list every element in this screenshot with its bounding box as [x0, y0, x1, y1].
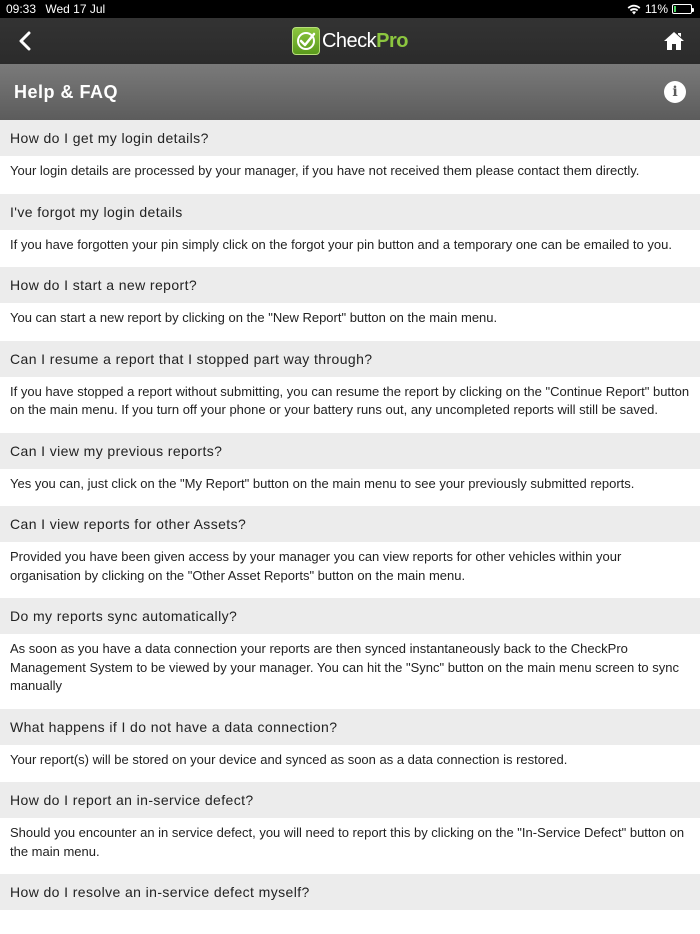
nav-bar	[0, 18, 700, 64]
faq-question: I've forgot my login details	[0, 194, 700, 230]
faq-question: Can I view my previous reports?	[0, 433, 700, 469]
faq-answer: As soon as you have a data connection your reports are then synced instantaneously back to the CheckPro Management System to be viewed by your manager. You can hit the "Sync" button on the main menu screen to sync manually	[0, 634, 700, 709]
faq-answer: Your report(s) will be stored on your device and synced as soon as a data connection is restored.	[0, 745, 700, 783]
status-left	[6, 2, 111, 16]
chevron-left-icon	[18, 31, 32, 51]
info-icon: i	[672, 84, 678, 100]
battery-percent: 11%	[644, 2, 668, 16]
faq-question: What happens if I do not have a data connection?	[0, 709, 700, 745]
status-date: Wed 17 Jul	[45, 2, 106, 16]
faq-answer: You can start a new report by clicking on the "New Report" button on the main menu.	[0, 303, 700, 341]
faq-answer: Your login details are processed by your manager, if you have not received them please contact them directly.	[0, 156, 700, 194]
checkmark-badge-icon	[292, 27, 320, 55]
wifi-icon	[627, 4, 641, 15]
faq-answer: Provided you have been given access by your manager you can view reports for other vehicles within your organisation by clicking on the "Other Asset Reports" button on the main menu.	[0, 542, 700, 598]
faq-question: Do my reports sync automatically?	[0, 598, 700, 634]
page-title: Help & FAQ	[14, 81, 119, 102]
home-button[interactable]	[658, 26, 690, 56]
info-button[interactable]	[664, 81, 686, 103]
faq-question: How do I start a new report?	[0, 267, 700, 303]
faq-question: How do I report an in-service defect?	[0, 782, 700, 818]
faq-answer: If you have forgotten your pin simply click on the forgot your pin button and a temporary one can be emailed to you.	[0, 230, 700, 268]
logo-pro: Pro	[376, 29, 409, 52]
faq-answer: If you have stopped a report without submitting, you can resume the report by clicking on the "Continue Report" button on the main menu. If you turn off your phone or your battery runs out, any uncompleted reports will still be saved.	[0, 377, 700, 433]
status-bar	[0, 0, 700, 18]
faq-answer: Should you encounter an in service defect, you will need to report this by clicking on the "In-Service Defect" button on the main menu.	[0, 818, 700, 874]
title-bar	[0, 64, 700, 120]
app-logo	[292, 27, 408, 55]
status-right	[627, 2, 692, 16]
faq-question: Can I view reports for other Assets?	[0, 506, 700, 542]
status-time: 09:33	[6, 2, 37, 16]
logo-check: Check	[321, 29, 377, 52]
back-button[interactable]	[10, 26, 40, 56]
faq-question: How do I get my login details?	[0, 120, 700, 156]
faq-question: How do I resolve an in-service defect myself?	[0, 874, 700, 910]
faq-answer: Yes you can, just click on the "My Report" button on the main menu to see your previously submitted reports.	[0, 469, 700, 507]
faq-question: Can I resume a report that I stopped part way through?	[0, 341, 700, 377]
logo-text	[322, 30, 408, 53]
battery-fill	[674, 6, 676, 12]
home-icon	[663, 31, 685, 51]
faq-list	[0, 120, 700, 910]
battery-icon	[672, 4, 692, 14]
